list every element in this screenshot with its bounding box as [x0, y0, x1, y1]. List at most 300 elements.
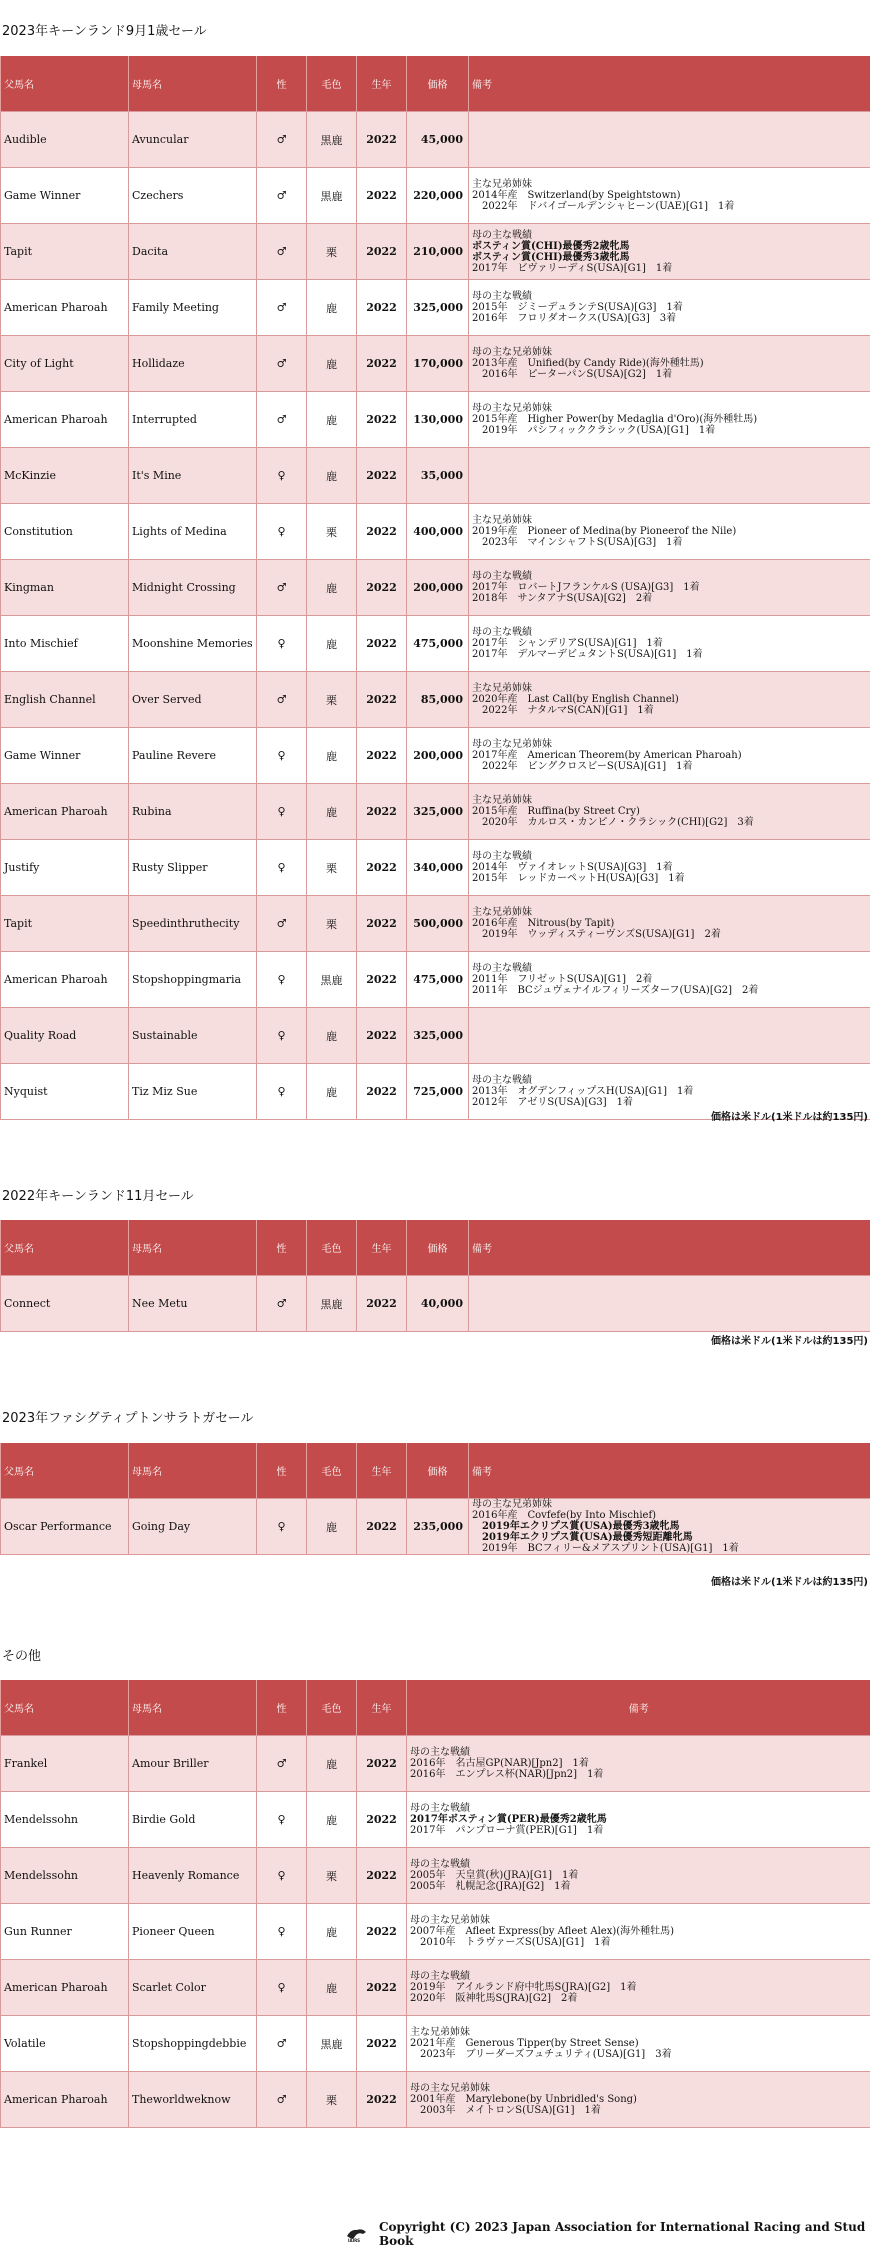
- column-header: 価格: [407, 1220, 469, 1276]
- notes-cell: [407, 1848, 870, 1904]
- notes-cell: [469, 504, 870, 560]
- note-line: 2015年 レッドカーペットH(USA)[G3] 1着: [472, 873, 870, 884]
- sex-cell: ♂: [257, 336, 307, 392]
- sex-cell: ♂: [257, 896, 307, 952]
- coat-color-cell: 黒鹿: [307, 112, 357, 168]
- note-line: 主な兄弟姉妹: [472, 683, 870, 694]
- price-cell: 220,000: [407, 168, 469, 224]
- table-row: [1, 504, 870, 560]
- coat-color-cell: 鹿: [307, 560, 357, 616]
- dam-name: Tiz Miz Sue: [129, 1064, 257, 1120]
- notes-cell: [469, 392, 870, 448]
- table-row: [1, 1276, 870, 1332]
- birth-year-cell: 2022: [357, 784, 407, 840]
- table-header-row: [1, 1220, 870, 1276]
- note-line: 2012年 アゼリS(USA)[G3] 1着: [472, 1097, 870, 1108]
- sex-cell: ♀: [257, 1499, 307, 1555]
- note-line: 2010年 トラヴァーズS(USA)[G1] 1着: [410, 1937, 870, 1948]
- note-line: ボスティン賞(CHI)最優秀3歳牝馬: [472, 252, 870, 263]
- price-cell: 235,000: [407, 1499, 469, 1555]
- table-row: [1, 784, 870, 840]
- notes-cell: [407, 1792, 870, 1848]
- table-header-row: [1, 56, 870, 112]
- note-line: 2023年 ブリーダーズフュチュリティ(USA)[G1] 3着: [410, 2049, 870, 2060]
- note-line: 主な兄弟姉妹: [472, 907, 870, 918]
- table-row: [1, 1736, 870, 1792]
- sex-cell: ♂: [257, 168, 307, 224]
- birth-year-cell: 2022: [357, 336, 407, 392]
- birth-year-cell: 2022: [357, 1064, 407, 1120]
- coat-color-cell: 栗: [307, 504, 357, 560]
- table-row: [1, 168, 870, 224]
- column-header: 備考: [469, 56, 870, 112]
- price-cell: 130,000: [407, 392, 469, 448]
- sire-name: Volatile: [1, 2016, 129, 2072]
- note-line: 2013年産 Unified(by Candy Ride)(海外種牡馬): [472, 358, 870, 369]
- note-line: 2022年 ナタルマS(CAN)[G1] 1着: [472, 705, 870, 716]
- note-line: 2019年 パシフィッククラシック(USA)[G1] 1着: [472, 425, 870, 436]
- price-cell: 325,000: [407, 1008, 469, 1064]
- note-line: 2016年産 Nitrous(by Tapit): [472, 918, 870, 929]
- dam-name: Over Served: [129, 672, 257, 728]
- note-line: 2015年産 Higher Power(by Medaglia d'Oro)(海外種牡馬): [472, 414, 870, 425]
- birth-year-cell: 2022: [357, 168, 407, 224]
- note-line: 2016年 エンプレス杯(NAR)[Jpn2] 1着: [410, 1769, 870, 1780]
- birth-year-cell: 2022: [357, 224, 407, 280]
- notes-cell: [469, 1276, 870, 1332]
- note-line: 母の主な戦績: [472, 851, 870, 862]
- column-header: 備考: [407, 1680, 870, 1736]
- price-cell: 85,000: [407, 672, 469, 728]
- note-line: 2011年 フリゼットS(USA)[G1] 2着: [472, 974, 870, 985]
- sire-name: City of Light: [1, 336, 129, 392]
- sales-table: [0, 1680, 870, 2128]
- sire-name: American Pharoah: [1, 952, 129, 1008]
- price-cell: 500,000: [407, 896, 469, 952]
- note-line: 2019年産 Pioneer of Medina(by Pioneerof the Nile): [472, 526, 870, 537]
- notes-cell: [469, 560, 870, 616]
- column-header: 生年: [357, 1680, 407, 1736]
- table-header-row: [1, 1443, 870, 1499]
- note-line: 2013年 オグデンフィップスH(USA)[G1] 1着: [472, 1086, 870, 1097]
- dam-name: Stopshoppingdebbie: [129, 2016, 257, 2072]
- dam-name: Family Meeting: [129, 280, 257, 336]
- column-header: 生年: [357, 1443, 407, 1499]
- table-row: [1, 896, 870, 952]
- birth-year-cell: 2022: [357, 1736, 407, 1792]
- note-line: 2016年 フロリダオークス(USA)[G3] 3着: [472, 313, 870, 324]
- note-line: 2015年産 Ruffina(by Street Cry): [472, 806, 870, 817]
- sex-cell: ♀: [257, 952, 307, 1008]
- section-title: 2022年キーンランド11月セール: [2, 1185, 194, 1204]
- price-cell: 45,000: [407, 112, 469, 168]
- column-header: 毛色: [307, 1443, 357, 1499]
- sex-cell: ♂: [257, 672, 307, 728]
- sex-cell: ♂: [257, 2072, 307, 2128]
- coat-color-cell: 鹿: [307, 1064, 357, 1120]
- note-line: 2016年 名古屋GP(NAR)[Jpn2] 1着: [410, 1758, 870, 1769]
- note-line: 2003年 メイトロンS(USA)[G1] 1着: [410, 2105, 870, 2116]
- notes-cell: [407, 1960, 870, 2016]
- birth-year-cell: 2022: [357, 840, 407, 896]
- sex-cell: ♀: [257, 1792, 307, 1848]
- table-row: [1, 112, 870, 168]
- coat-color-cell: 鹿: [307, 1736, 357, 1792]
- dam-name: Birdie Gold: [129, 1792, 257, 1848]
- price-cell: 200,000: [407, 728, 469, 784]
- note-line: 2001年産 Marylebone(by Unbridled's Song): [410, 2094, 870, 2105]
- price-cell: 475,000: [407, 952, 469, 1008]
- note-line: 母の主な兄弟姉妹: [472, 347, 870, 358]
- coat-color-cell: 黒鹿: [307, 168, 357, 224]
- section-title: 2023年ファシグティプトンサラトガセール: [2, 1407, 253, 1426]
- sex-cell: ♀: [257, 504, 307, 560]
- note-line: 2019年エクリプス賞(USA)最優秀3歳牝馬: [472, 1521, 870, 1532]
- sire-name: Game Winner: [1, 728, 129, 784]
- sex-cell: ♀: [257, 1904, 307, 1960]
- dam-name: It's Mine: [129, 448, 257, 504]
- sire-name: Into Mischief: [1, 616, 129, 672]
- sire-name: Tapit: [1, 896, 129, 952]
- notes-cell: [469, 896, 870, 952]
- note-line: 2023年 マインシャフトS(USA)[G3] 1着: [472, 537, 870, 548]
- column-header: 父馬名: [1, 1220, 129, 1276]
- sex-cell: ♀: [257, 840, 307, 896]
- table-row: [1, 1499, 870, 1555]
- note-line: 母の主な兄弟姉妹: [472, 739, 870, 750]
- sire-name: American Pharoah: [1, 280, 129, 336]
- coat-color-cell: 鹿: [307, 392, 357, 448]
- birth-year-cell: 2022: [357, 728, 407, 784]
- note-line: 2014年 ヴァイオレットS(USA)[G3] 1着: [472, 862, 870, 873]
- coat-color-cell: 黒鹿: [307, 952, 357, 1008]
- notes-cell: [469, 168, 870, 224]
- notes-cell: [469, 336, 870, 392]
- copyright-text: Copyright (C) 2023 Japan Association for International Racing and Stud Book: [379, 2220, 870, 2248]
- table-row: [1, 1904, 870, 1960]
- sire-name: McKinzie: [1, 448, 129, 504]
- table-row: [1, 1008, 870, 1064]
- table-row: [1, 616, 870, 672]
- price-cell: 325,000: [407, 280, 469, 336]
- sire-name: Oscar Performance: [1, 1499, 129, 1555]
- sales-table: [0, 1443, 870, 1555]
- footer: [345, 2220, 870, 2248]
- notes-cell: [469, 1499, 870, 1555]
- coat-color-cell: 栗: [307, 840, 357, 896]
- column-header: 生年: [357, 1220, 407, 1276]
- column-header: 毛色: [307, 56, 357, 112]
- dam-name: Pauline Revere: [129, 728, 257, 784]
- column-header: 生年: [357, 56, 407, 112]
- note-line: 2022年 ドバイゴールデンシャヒーン(UAE)[G1] 1着: [472, 201, 870, 212]
- sire-name: Quality Road: [1, 1008, 129, 1064]
- birth-year-cell: 2022: [357, 448, 407, 504]
- dam-name: Hollidaze: [129, 336, 257, 392]
- birth-year-cell: 2022: [357, 1848, 407, 1904]
- notes-cell: [469, 1008, 870, 1064]
- table-row: [1, 2016, 870, 2072]
- birth-year-cell: 2022: [357, 1904, 407, 1960]
- note-line: 2019年 BCフィリー&メアスプリント(USA)[G1] 1着: [472, 1543, 870, 1554]
- column-header: 毛色: [307, 1680, 357, 1736]
- dam-name: Avuncular: [129, 112, 257, 168]
- sex-cell: ♂: [257, 560, 307, 616]
- dam-name: Theworldweknow: [129, 2072, 257, 2128]
- sire-name: Tapit: [1, 224, 129, 280]
- birth-year-cell: 2022: [357, 112, 407, 168]
- note-line: 2016年 ピーターパンS(USA)[G2] 1着: [472, 369, 870, 380]
- dam-name: Stopshoppingmaria: [129, 952, 257, 1008]
- note-line: 母の主な戦績: [410, 1859, 870, 1870]
- price-cell: 725,000: [407, 1064, 469, 1120]
- column-header: 性: [257, 1220, 307, 1276]
- note-line: ボスティン賞(CHI)最優秀2歳牝馬: [472, 241, 870, 252]
- note-line: 2017年 シャンデリアS(USA)[G1] 1着: [472, 638, 870, 649]
- sex-cell: ♂: [257, 1276, 307, 1332]
- sire-name: Connect: [1, 1276, 129, 1332]
- sex-cell: ♂: [257, 392, 307, 448]
- sire-name: Frankel: [1, 1736, 129, 1792]
- sire-name: American Pharoah: [1, 392, 129, 448]
- sex-cell: ♀: [257, 616, 307, 672]
- note-line: 母の主な兄弟姉妹: [472, 1499, 870, 1510]
- note-line: 2007年産 Afleet Express(by Afleet Alex)(海外種牡馬): [410, 1926, 870, 1937]
- coat-color-cell: 鹿: [307, 1960, 357, 2016]
- table-row: [1, 840, 870, 896]
- column-header: 母馬名: [129, 56, 257, 112]
- coat-color-cell: 栗: [307, 1848, 357, 1904]
- birth-year-cell: 2022: [357, 896, 407, 952]
- jairs-logo-icon: [345, 2226, 369, 2242]
- coat-color-cell: 鹿: [307, 1904, 357, 1960]
- dam-name: Scarlet Color: [129, 1960, 257, 2016]
- notes-cell: [469, 840, 870, 896]
- table-row: [1, 1792, 870, 1848]
- coat-color-cell: 鹿: [307, 1008, 357, 1064]
- sire-name: American Pharoah: [1, 1960, 129, 2016]
- sex-cell: ♂: [257, 1736, 307, 1792]
- table-row: [1, 2072, 870, 2128]
- notes-cell: [407, 2072, 870, 2128]
- note-line: 2019年 アイルランド府中牝馬S(JRA)[G2] 1着: [410, 1982, 870, 1993]
- birth-year-cell: 2022: [357, 616, 407, 672]
- birth-year-cell: 2022: [357, 1276, 407, 1332]
- column-header: 母馬名: [129, 1443, 257, 1499]
- sire-name: Mendelssohn: [1, 1792, 129, 1848]
- note-line: 2017年 ビヴァリーディS(USA)[G1] 1着: [472, 263, 870, 274]
- coat-color-cell: 黒鹿: [307, 1276, 357, 1332]
- birth-year-cell: 2022: [357, 1960, 407, 2016]
- birth-year-cell: 2022: [357, 1499, 407, 1555]
- sex-cell: ♀: [257, 784, 307, 840]
- note-line: 母の主な戦績: [472, 963, 870, 974]
- note-line: 母の主な戦績: [472, 1075, 870, 1086]
- birth-year-cell: 2022: [357, 560, 407, 616]
- birth-year-cell: 2022: [357, 1008, 407, 1064]
- coat-color-cell: 鹿: [307, 448, 357, 504]
- note-line: 2015年 ジミーデュランテS(USA)[G3] 1着: [472, 302, 870, 313]
- dam-name: Amour Briller: [129, 1736, 257, 1792]
- birth-year-cell: 2022: [357, 2016, 407, 2072]
- price-note: 価格は米ドル(1米ドルは約135円): [711, 1332, 868, 1347]
- column-header: 性: [257, 56, 307, 112]
- table-row: [1, 952, 870, 1008]
- sales-table: [0, 56, 870, 1120]
- note-line: 2021年産 Generous Tipper(by Street Sense): [410, 2038, 870, 2049]
- dam-name: Interrupted: [129, 392, 257, 448]
- coat-color-cell: 栗: [307, 672, 357, 728]
- price-cell: 200,000: [407, 560, 469, 616]
- column-header: 父馬名: [1, 1443, 129, 1499]
- table-row: [1, 280, 870, 336]
- sex-cell: ♂: [257, 2016, 307, 2072]
- price-note: 価格は米ドル(1米ドルは約135円): [711, 1573, 868, 1588]
- table-row: [1, 1960, 870, 2016]
- price-note: 価格は米ドル(1米ドルは約135円): [711, 1108, 868, 1123]
- coat-color-cell: 鹿: [307, 784, 357, 840]
- note-line: 主な兄弟姉妹: [472, 795, 870, 806]
- note-line: 2005年 札幌記念(JRA)[G2] 1着: [410, 1881, 870, 1892]
- dam-name: Czechers: [129, 168, 257, 224]
- notes-cell: [407, 2016, 870, 2072]
- note-line: 2016年産 Covfefe(by Into Mischief): [472, 1510, 870, 1521]
- note-line: 母の主な戦績: [472, 627, 870, 638]
- birth-year-cell: 2022: [357, 952, 407, 1008]
- svg-text:JAIRS: JAIRS: [347, 2238, 360, 2242]
- dam-name: Rubina: [129, 784, 257, 840]
- birth-year-cell: 2022: [357, 672, 407, 728]
- sex-cell: ♀: [257, 1008, 307, 1064]
- note-line: 2017年 ロバートJフランケルS (USA)[G3] 1着: [472, 582, 870, 593]
- column-header: 父馬名: [1, 56, 129, 112]
- column-header: 価格: [407, 1443, 469, 1499]
- sire-name: Nyquist: [1, 1064, 129, 1120]
- column-header: 性: [257, 1443, 307, 1499]
- coat-color-cell: 栗: [307, 224, 357, 280]
- sire-name: Justify: [1, 840, 129, 896]
- birth-year-cell: 2022: [357, 2072, 407, 2128]
- sex-cell: ♂: [257, 224, 307, 280]
- note-line: 2017年産 American Theorem(by American Pharoah): [472, 750, 870, 761]
- column-header: 母馬名: [129, 1220, 257, 1276]
- dam-name: Pioneer Queen: [129, 1904, 257, 1960]
- note-line: 母の主な兄弟姉妹: [410, 1915, 870, 1926]
- note-line: 2014年産 Switzerland(by Speightstown): [472, 190, 870, 201]
- sex-cell: ♀: [257, 1064, 307, 1120]
- coat-color-cell: 鹿: [307, 616, 357, 672]
- notes-cell: [469, 112, 870, 168]
- column-header: 備考: [469, 1220, 870, 1276]
- dam-name: Sustainable: [129, 1008, 257, 1064]
- section-title: その他: [2, 1645, 41, 1664]
- coat-color-cell: 鹿: [307, 1792, 357, 1848]
- price-cell: 325,000: [407, 784, 469, 840]
- notes-cell: [469, 784, 870, 840]
- notes-cell: [469, 952, 870, 1008]
- sire-name: Game Winner: [1, 168, 129, 224]
- note-line: 母の主な戦績: [410, 1747, 870, 1758]
- note-line: 母の主な戦績: [472, 230, 870, 241]
- coat-color-cell: 黒鹿: [307, 2016, 357, 2072]
- sire-name: English Channel: [1, 672, 129, 728]
- note-line: 2011年 BCジュヴェナイルフィリーズターフ(USA)[G2] 2着: [472, 985, 870, 996]
- dam-name: Lights of Medina: [129, 504, 257, 560]
- notes-cell: [469, 672, 870, 728]
- note-line: 2020年 カルロス・カンピノ・クラシック(CHI)[G2] 3着: [472, 817, 870, 828]
- notes-cell: [469, 728, 870, 784]
- sex-cell: ♀: [257, 1960, 307, 2016]
- column-header: 備考: [469, 1443, 870, 1499]
- sire-name: Constitution: [1, 504, 129, 560]
- note-line: 2018年 サンタアナS(USA)[G2] 2着: [472, 593, 870, 604]
- coat-color-cell: 鹿: [307, 336, 357, 392]
- sire-name: Kingman: [1, 560, 129, 616]
- note-line: 2017年 パンプローナ賞(PER)[G1] 1着: [410, 1825, 870, 1836]
- note-line: 2019年エクリプス賞(USA)最優秀短距離牝馬: [472, 1532, 870, 1543]
- note-line: 2022年 ビングクロスビーS(USA)[G1] 1着: [472, 761, 870, 772]
- note-line: 母の主な戦績: [410, 1971, 870, 1982]
- table-row: [1, 336, 870, 392]
- coat-color-cell: 栗: [307, 896, 357, 952]
- note-line: 主な兄弟姉妹: [410, 2027, 870, 2038]
- price-cell: 400,000: [407, 504, 469, 560]
- sex-cell: ♀: [257, 728, 307, 784]
- sire-name: Mendelssohn: [1, 1848, 129, 1904]
- coat-color-cell: 鹿: [307, 1499, 357, 1555]
- dam-name: Speedinthruthecity: [129, 896, 257, 952]
- note-line: 母の主な戦績: [410, 1803, 870, 1814]
- sire-name: American Pharoah: [1, 784, 129, 840]
- note-line: 母の主な兄弟姉妹: [410, 2083, 870, 2094]
- note-line: 2020年 阪神牝馬S(JRA)[G2] 2着: [410, 1993, 870, 2004]
- table-header-row: [1, 1680, 870, 1736]
- dam-name: Moonshine Memories: [129, 616, 257, 672]
- price-cell: 170,000: [407, 336, 469, 392]
- table-row: [1, 224, 870, 280]
- note-line: 2017年 デルマーデビュタントS(USA)[G1] 1着: [472, 649, 870, 660]
- dam-name: Dacita: [129, 224, 257, 280]
- price-cell: 475,000: [407, 616, 469, 672]
- table-row: [1, 1848, 870, 1904]
- table-row: [1, 672, 870, 728]
- sex-cell: ♀: [257, 448, 307, 504]
- coat-color-cell: 鹿: [307, 280, 357, 336]
- dam-name: Going Day: [129, 1499, 257, 1555]
- section-title: 2023年キーンランド9月1歳セール: [2, 20, 207, 39]
- note-line: 主な兄弟姉妹: [472, 515, 870, 526]
- sex-cell: ♂: [257, 280, 307, 336]
- notes-cell: [469, 224, 870, 280]
- price-cell: 35,000: [407, 448, 469, 504]
- sire-name: Gun Runner: [1, 1904, 129, 1960]
- coat-color-cell: 鹿: [307, 728, 357, 784]
- price-cell: 40,000: [407, 1276, 469, 1332]
- birth-year-cell: 2022: [357, 392, 407, 448]
- note-line: 2017年ボスティン賞(PER)最優秀2歳牝馬: [410, 1814, 870, 1825]
- coat-color-cell: 栗: [307, 2072, 357, 2128]
- birth-year-cell: 2022: [357, 280, 407, 336]
- note-line: 母の主な兄弟姉妹: [472, 403, 870, 414]
- column-header: 母馬名: [129, 1680, 257, 1736]
- notes-cell: [469, 448, 870, 504]
- table-row: [1, 560, 870, 616]
- dam-name: Midnight Crossing: [129, 560, 257, 616]
- note-line: 母の主な戦績: [472, 291, 870, 302]
- note-line: 母の主な戦績: [472, 571, 870, 582]
- note-line: 2019年 ウッディスティーヴンズS(USA)[G1] 2着: [472, 929, 870, 940]
- sex-cell: ♀: [257, 1848, 307, 1904]
